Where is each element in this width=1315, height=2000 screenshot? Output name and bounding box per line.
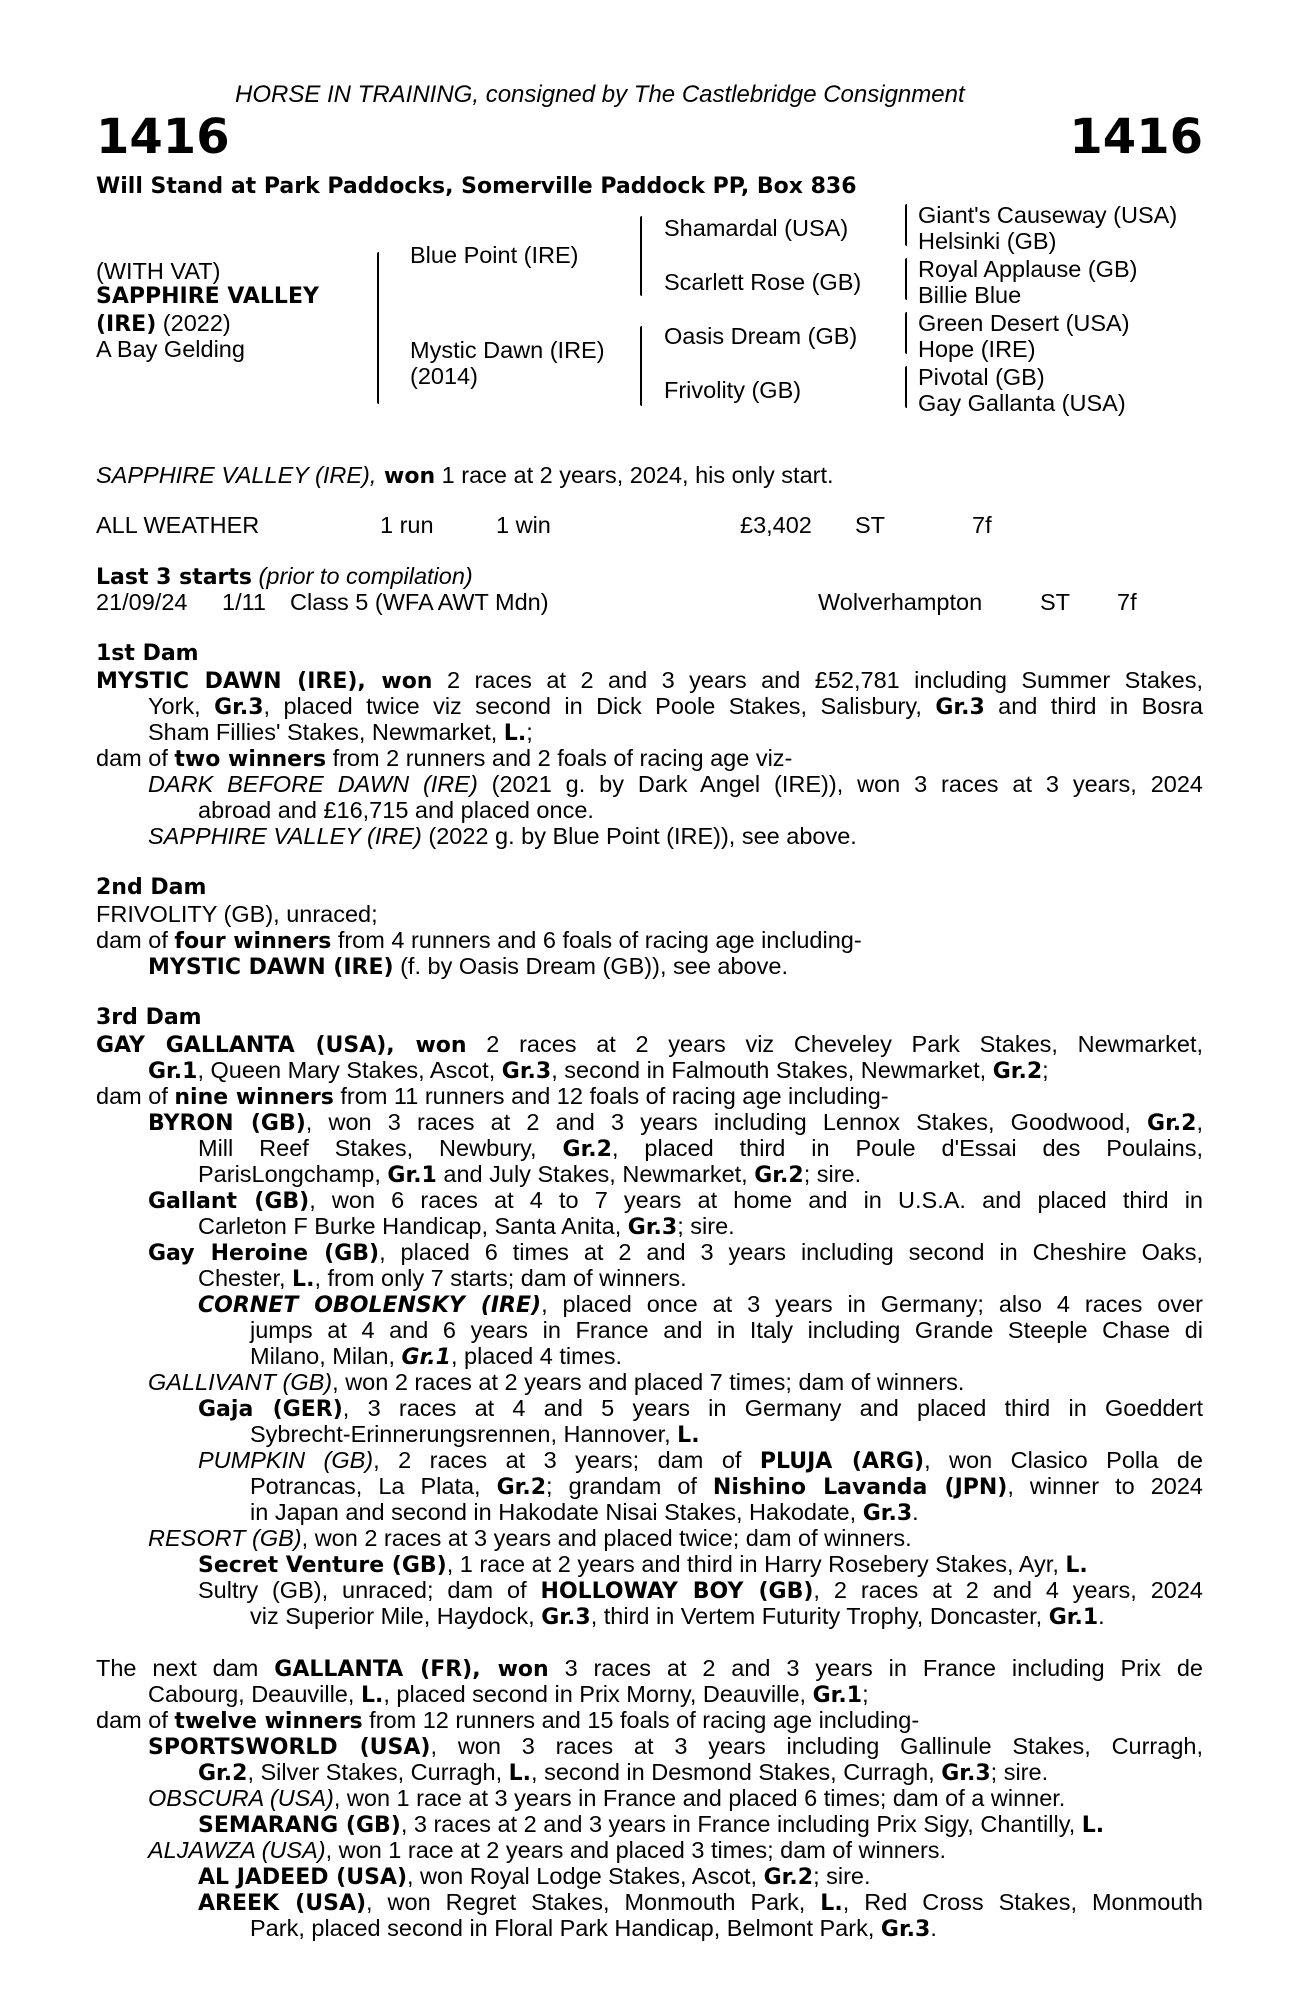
stand-location: Will Stand at Park Paddocks, Somerville Paddock PP, Box 836	[96, 174, 857, 199]
cornet-line3: Milano, Milan, Gr.1, placed 4 times.	[250, 1343, 623, 1370]
secret-venture-line: Secret Venture (GB), 1 race at 2 years and third in Harry Rosebery Stakes, Ayr, L.	[198, 1551, 1088, 1578]
cornet-line2: jumps at 4 and 6 years in France and in Italy including Grande Steeple Chase di	[250, 1317, 1203, 1343]
start-date: 21/09/24	[96, 589, 188, 615]
dam1-line6: abroad and £16,715 and placed once.	[198, 797, 594, 823]
pedigree-dd: Frivolity (GB)	[664, 377, 802, 403]
lot-number-left: 1416	[96, 109, 230, 165]
gay-heroine-line1: Gay Heroine (GB), placed 6 times at 2 and 3 years including second in Cheshire Oaks,	[148, 1239, 1203, 1266]
byron-line2: Mill Reef Stakes, Newbury, Gr.2, placed third in Poule d'Essai des Poulains,	[198, 1135, 1203, 1162]
pedigree-ddd: Gay Gallanta (USA)	[918, 390, 1126, 416]
brace-gen1	[377, 252, 379, 404]
pedigree-sds: Royal Applause (GB)	[918, 256, 1138, 282]
gallant-line2: Carleton F Burke Handicap, Santa Anita, Gr.3; sire.	[198, 1213, 735, 1240]
nextdam-line3: dam of twelve winners from 12 runners and 15 foals of racing age including-	[96, 1707, 920, 1734]
lot-number-right: 1416	[1069, 109, 1203, 165]
pedigree-ssd: Helsinki (GB)	[918, 228, 1057, 254]
start-surface: ST	[1040, 589, 1071, 615]
pedigree-sd: Scarlett Rose (GB)	[664, 269, 862, 295]
start-course: Wolverhampton	[818, 589, 983, 615]
record-runs: 1 run	[380, 512, 434, 538]
gaja-line2: Sybrecht-Erinnerungsrennen, Hannover, L.	[250, 1421, 700, 1448]
nextdam-line2: Cabourg, Deauville, L., placed second in Prix Morny, Deauville, Gr.1;	[148, 1681, 869, 1708]
record-wins: 1 win	[496, 512, 551, 538]
record-distance: 7f	[972, 512, 992, 538]
start-position: 1/11	[222, 589, 266, 615]
dam1-line2: York, Gr.3, placed twice viz second in Dick Poole Stakes, Salisbury, Gr.3 and third in Bosra	[148, 693, 1203, 720]
dam1-line1: MYSTIC DAWN (IRE), won 2 races at 2 and 3 years and £52,781 including Summer Stakes,	[96, 667, 1204, 694]
nextdam-line1: The next dam GALLANTA (FR), won 3 races at 2 and 3 years in France including Prix de	[96, 1655, 1203, 1682]
obscura-line: OBSCURA (USA), won 1 race at 3 years in France and placed 6 times; dam of a winner.	[148, 1785, 1066, 1811]
start-race: Class 5 (WFA AWT Mdn)	[290, 589, 549, 615]
dam3-heading: 3rd Dam	[96, 1005, 202, 1030]
dam1-line3: Sham Fillies' Stakes, Newmarket, L.;	[148, 719, 533, 746]
semarang-line: SEMARANG (GB), 3 races at 2 and 3 years in France including Prix Sigy, Chantilly, L.	[198, 1811, 1105, 1838]
dam1-line5: DARK BEFORE DAWN (IRE) (2021 g. by Dark Angel (IRE)), won 3 races at 3 years, 2024	[148, 771, 1204, 797]
dam1-heading: 1st Dam	[96, 641, 199, 666]
areek-line2: Park, placed second in Floral Park Handicap, Belmont Park, Gr.3.	[250, 1915, 937, 1942]
brace-sire	[640, 216, 642, 296]
dam1-line4: dam of two winners from 2 runners and 2 foals of racing age viz-	[96, 745, 793, 772]
brace-ss	[905, 204, 907, 246]
al-jadeed-line: AL JADEED (USA), won Royal Lodge Stakes, Ascot, Gr.2; sire.	[198, 1863, 871, 1890]
pedigree-sire: Blue Point (IRE)	[410, 242, 579, 268]
sultry-line1: Sultry (GB), unraced; dam of HOLLOWAY BOY (GB), 2 races at 2 and 4 years, 2024	[198, 1577, 1203, 1604]
pedigree-dss: Green Desert (USA)	[918, 310, 1130, 336]
race-summary: SAPPHIRE VALLEY (IRE), won 1 race at 2 years, 2024, his only start.	[96, 462, 834, 489]
pedigree-ds: Oasis Dream (GB)	[664, 323, 858, 349]
dam3-line1: GAY GALLANTA (USA), won 2 races at 2 years viz Cheveley Park Stakes, Newmarket,	[96, 1031, 1204, 1058]
areek-line1: AREEK (USA), won Regret Stakes, Monmouth Park, L., Red Cross Stakes, Monmouth	[198, 1889, 1203, 1916]
pedigree-sdd: Billie Blue	[918, 282, 1022, 308]
gay-heroine-line2: Chester, L., from only 7 starts; dam of winners.	[198, 1265, 687, 1292]
pedigree-dam-year: (2014)	[410, 363, 478, 389]
dam2-line3: MYSTIC DAWN (IRE) (f. by Oasis Dream (GB)), see above.	[148, 953, 788, 980]
dam2-line2: dam of four winners from 4 runners and 6 foals of racing age including-	[96, 927, 862, 954]
pedigree-sss: Giant's Causeway (USA)	[918, 202, 1178, 228]
horse-name: SAPPHIRE VALLEY	[96, 284, 319, 309]
last-starts-heading: Last 3 starts (prior to compilation)	[96, 563, 473, 590]
gallant-line1: Gallant (GB), won 6 races at 4 to 7 years at home and in U.S.A. and placed third in	[148, 1187, 1203, 1214]
pedigree-dam: Mystic Dawn (IRE)	[410, 337, 605, 363]
horse-description: A Bay Gelding	[96, 336, 245, 362]
vat-note: (WITH VAT)	[96, 258, 221, 284]
pumpkin-line1: PUMPKIN (GB), 2 races at 3 years; dam of PLUJA (ARG), won Clasico Polla de	[198, 1447, 1203, 1474]
dam1-line7: SAPPHIRE VALLEY (IRE) (2022 g. by Blue Point (IRE)), see above.	[148, 823, 857, 849]
gaja-line1: Gaja (GER), 3 races at 4 and 5 years in Germany and placed third in Goeddert	[198, 1395, 1203, 1422]
pumpkin-line2: Potrancas, La Plata, Gr.2; grandam of Nishino Lavanda (JPN), winner to 2024	[250, 1473, 1204, 1500]
record-surface-code: ST	[855, 512, 886, 538]
sportsworld-line2: Gr.2, Silver Stakes, Curragh, L., second in Desmond Stakes, Curragh, Gr.3; sire.	[198, 1759, 1049, 1786]
start-distance: 7f	[1117, 589, 1137, 615]
byron-line1: BYRON (GB), won 3 races at 2 and 3 years including Lennox Stakes, Goodwood, Gr.2,	[148, 1109, 1203, 1136]
consignor-line: HORSE IN TRAINING, consigned by The Castlebridge Consignment	[235, 81, 965, 108]
dam2-line1: FRIVOLITY (GB), unraced;	[96, 901, 378, 927]
horse-name-suffix: (IRE) (2022)	[96, 310, 231, 337]
byron-line3: ParisLongchamp, Gr.1 and July Stakes, Newmarket, Gr.2; sire.	[198, 1161, 862, 1188]
sultry-line2: viz Superior Mile, Haydock, Gr.3, third in Vertem Futurity Trophy, Doncaster, Gr.1.	[250, 1603, 1105, 1630]
dam2-heading: 2nd Dam	[96, 875, 207, 900]
brace-dd	[905, 366, 907, 408]
aljawza-line: ALJAWZA (USA), won 1 race at 2 years and placed 3 times; dam of winners.	[148, 1837, 947, 1863]
dam3-line2: Gr.1, Queen Mary Stakes, Ascot, Gr.3, second in Falmouth Stakes, Newmarket, Gr.2;	[148, 1057, 1049, 1084]
cornet-line1: CORNET OBOLENSKY (IRE), placed once at 3 years in Germany; also 4 races over	[198, 1291, 1203, 1318]
dam3-line3: dam of nine winners from 11 runners and 12 foals of racing age including-	[96, 1083, 889, 1110]
pumpkin-line3: in Japan and second in Hakodate Nisai Stakes, Hakodate, Gr.3.	[250, 1499, 919, 1526]
brace-dam	[640, 326, 642, 406]
record-prize: £3,402	[740, 512, 812, 538]
pedigree-dds: Pivotal (GB)	[918, 364, 1045, 390]
gallivant-line: GALLIVANT (GB), won 2 races at 2 years and placed 7 times; dam of winners.	[148, 1369, 965, 1395]
resort-line: RESORT (GB), won 2 races at 3 years and placed twice; dam of winners.	[148, 1525, 912, 1551]
pedigree-dsd: Hope (IRE)	[918, 336, 1036, 362]
brace-ds	[905, 312, 907, 354]
pedigree-ss: Shamardal (USA)	[664, 215, 849, 241]
brace-sd	[905, 258, 907, 300]
record-surface: ALL WEATHER	[96, 512, 260, 538]
sportsworld-line1: SPORTSWORLD (USA), won 3 races at 3 years including Gallinule Stakes, Curragh,	[148, 1733, 1203, 1760]
